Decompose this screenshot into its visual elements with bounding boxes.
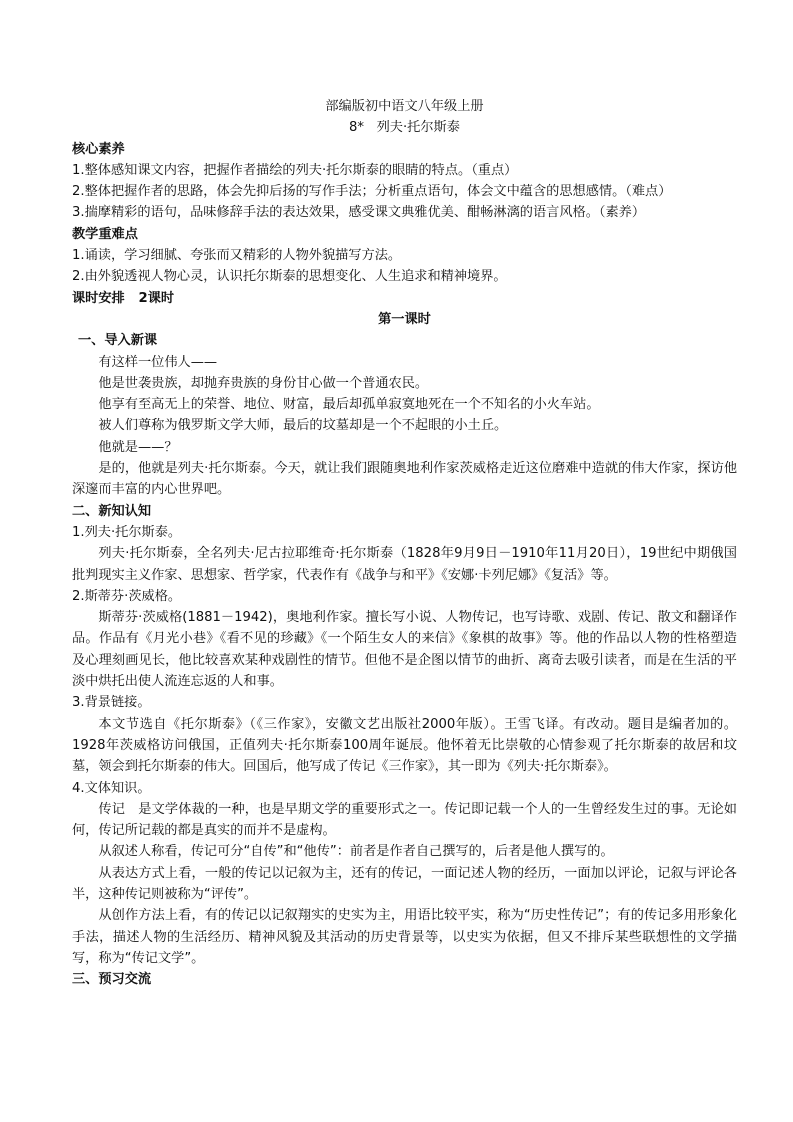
core-item-1: 1.整体感知课文内容，把握作者描绘的列夫·托尔斯泰的眼睛的特点。（重点） — [72, 162, 518, 178]
intro-heading: 一、导入新课 — [78, 333, 158, 349]
item4-para-3: 从表达方式上看，一般的传记以记叙为主，还有的传记，一面记述人物的经历，一面加以评论，记叙与评论各半，这种传记则被称为“评传”。 — [72, 865, 737, 902]
core-item-3: 3.揣摩精彩的语句，品味修辞手法的表达效果，感受课文典雅优美、酣畅淋漓的语言风格。（素养） — [72, 205, 646, 221]
focus-item-2: 2.由外貌透视人物心灵，认识托尔斯泰的思想变化、人生追求和精神境界。 — [72, 269, 507, 285]
intro-line-4: 被人们尊称为俄罗斯文学大师，最后的坟墓却是一个不起眼的小土丘。 — [98, 418, 508, 434]
intro-line-5: 他就是——？ — [98, 439, 178, 455]
intro-line-3: 他享有至高无上的荣誉、地位、财富，最后却孤单寂寞地死在一个不知名的小火车站。 — [98, 397, 600, 413]
preview-heading: 三、预习交流 — [72, 972, 152, 988]
lesson-title: 第一课时 — [378, 311, 431, 327]
item4-para-2: 从叙述人称看，传记可分“自传”和“他传”：前者是作者自己撰写的，后者是他人撰写的。 — [98, 844, 614, 860]
item1-text: 列夫·托尔斯泰，全名列夫·尼古拉耶维奇·托尔斯泰（1828年9月9日－1910年11月20日），19世纪中期俄国批判现实主义作家、思想家、哲学家，代表作有《战争与和平》《安娜·卡列尼娜》《复活》等。 — [72, 546, 737, 583]
intro-line-2: 他是世袭贵族，却抛弃贵族的身份甘心做一个普通农民。 — [98, 375, 429, 391]
item3-title: 3.背景链接。 — [72, 695, 151, 711]
item4-para-4: 从创作方法上看，有的传记以记叙翔实的史实为主，用语比较平实，称为“历史性传记”；有的传记多用形象化手法，描述人物的生活经历、精神风貌及其活动的历史背景等，以史实为依据，但又不排斥某些联想性的文学描写，称为“传记文学”。 — [72, 908, 737, 966]
item4-para-1: 传记 是文学体裁的一种，也是早期文学的重要形式之一。传记即记载一个人的一生曾经发生过的事。无论如何，传记所记载的都是真实的而并不是虚构。 — [72, 801, 737, 839]
item2-title: 2.斯蒂芬·茨威格。 — [72, 588, 182, 604]
core-item-2: 2.整体把握作者的思路，体会先抑后扬的写作手法；分析重点语句，体会文中蕴含的思想感情。（难点） — [72, 184, 672, 200]
focus-heading: 教学重难点 — [72, 226, 138, 242]
intro-line-6: 是的，他就是列夫·托尔斯泰。今天，就让我们跟随奥地利作家茨威格走近这位磨难中造就的伟大作家，探访他深邃而丰富的内心世界吧。 — [72, 461, 737, 498]
schedule-line: 课时安排 2课时 — [72, 290, 175, 306]
item2-text: 斯蒂芬·茨威格(1881－1942)，奥地利作家。擅长写小说、人物传记，也写诗歌、戏剧、传记、散文和翻译作品。作品有《月光小巷》《看不见的珍藏》《一个陌生女人的来信》《象棋的故事》等。他的作品以人物的性格塑造及心理刻画见长，他比较喜欢某种戏剧性的情节。但他不是企图以情节的曲折、离奇去吸引读者，而是在生活的平淡中烘托出使人流连忘返的人和事。 — [72, 610, 737, 690]
document-title: 部编版初中语文八年级上册 — [325, 99, 484, 114]
new-knowledge-heading: 二、新知认知 — [72, 503, 152, 519]
lesson-heading: 8* 列夫·托尔斯泰 — [349, 120, 460, 136]
focus-item-1: 1.诵读，学习细腻、夸张而又精彩的人物外貌描写方法。 — [72, 248, 402, 264]
item4-title: 4.文体知识。 — [72, 780, 151, 796]
core-heading: 核心素养 — [72, 141, 125, 157]
item3-text: 本文节选自《托尔斯泰》（《三作家》，安徽文艺出版社2000年版）。王雪飞译。有改动。题目是编者加的。1928年茨威格访问俄国，正值列夫·托尔斯泰100周年诞辰。他怀着无比崇敬的心情参观了托尔斯泰的故居和坟墓，领会到托尔斯泰的伟大。回国后，他写成了传记《三作家》，其一即为《列夫·托尔斯泰》。 — [72, 716, 737, 775]
intro-line-1: 有这样一位伟人—— — [98, 354, 218, 370]
item1-title: 1.列夫·托尔斯泰。 — [72, 524, 182, 540]
